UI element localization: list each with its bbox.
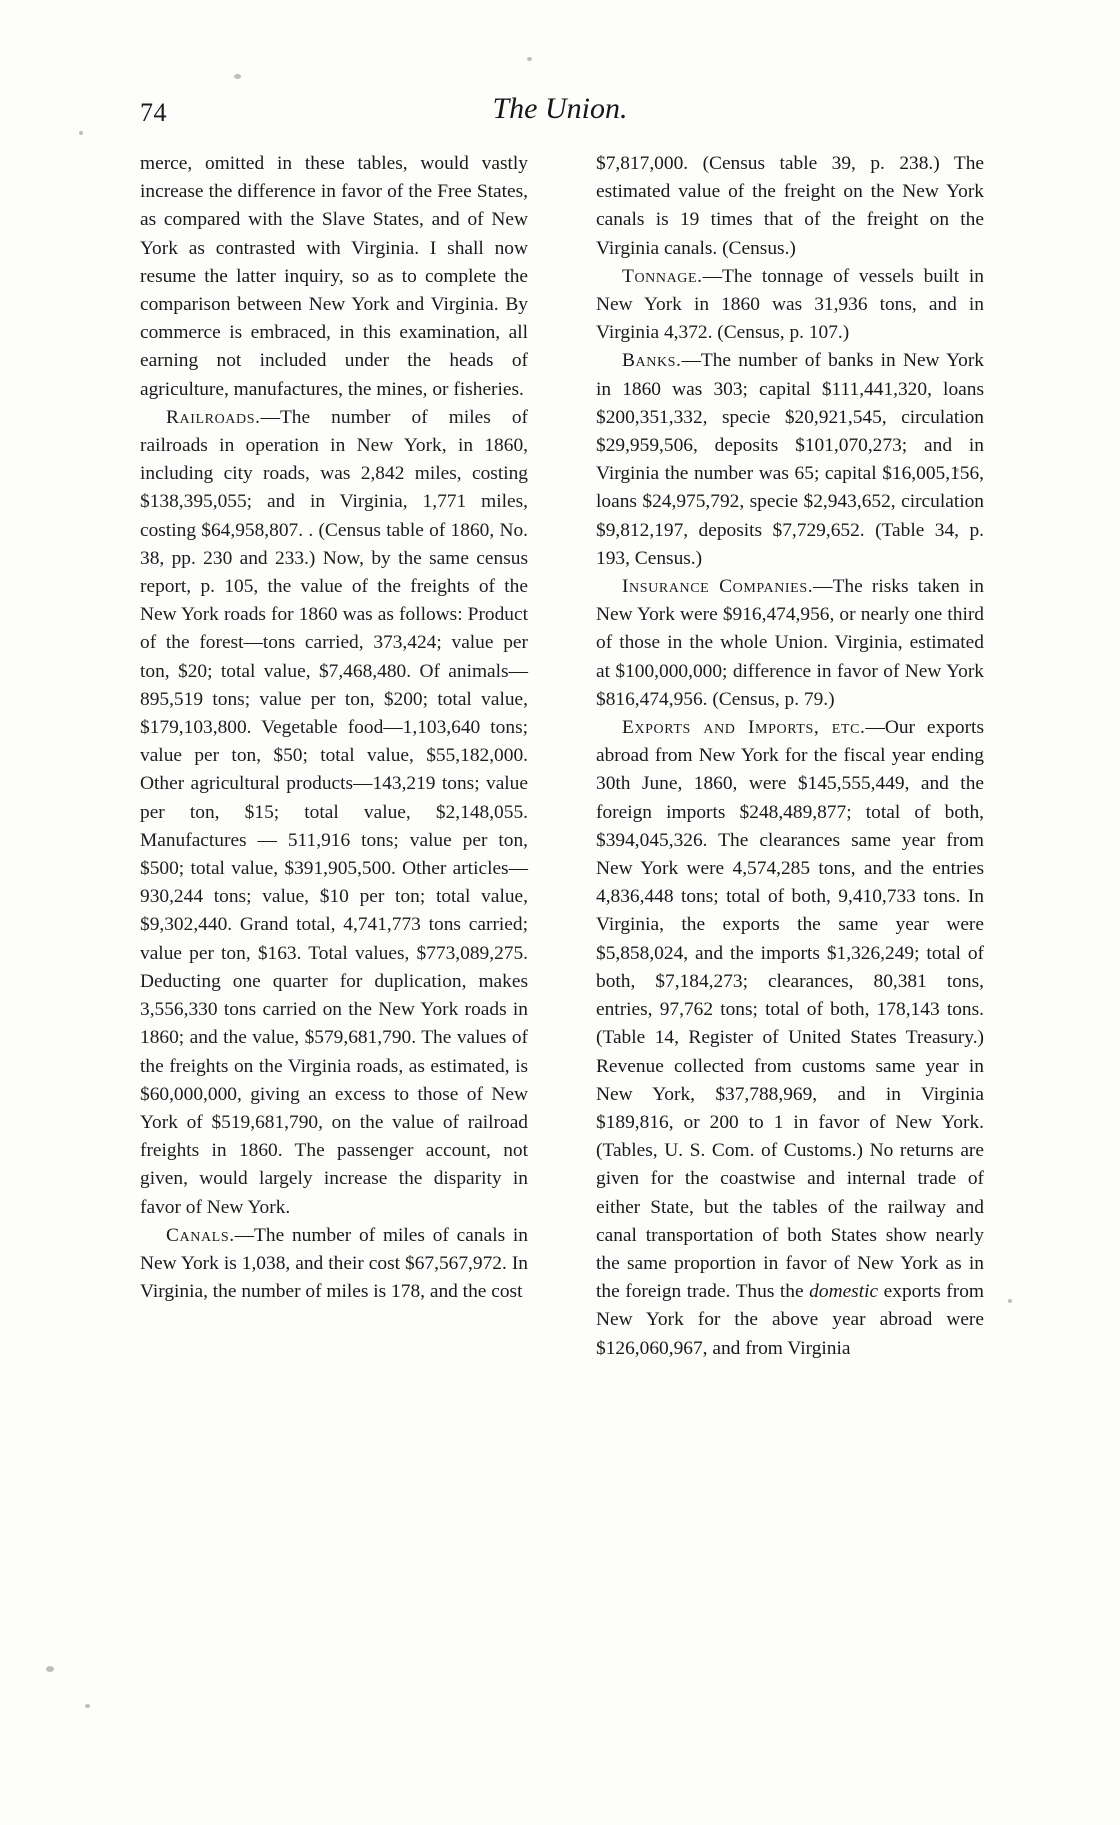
emphasis-domestic: domestic (809, 1281, 879, 1303)
paragraph-text: —The number of banks in New York in 1860 was 303; capital $111,441,320, loans $200,351,332, specie $20,921,545, circulation $29,959,506, deposits $101,070,273; and in Virginia the number was 65; capital $16,005,156, loans $24,975,792, specie $2,943,652, circulation $9,812,197, deposits $7,729,652. (Table 34, p. 193, Census.) (596, 350, 984, 569)
paragraph-railroads (140, 404, 528, 1222)
section-heading-canals: Canals. (166, 1224, 235, 1246)
section-heading-railroads: Railroads. (166, 406, 261, 428)
paragraph-text-tail: exports from New York for the above year abroad were $126,060,967, and from Virginia (596, 1281, 984, 1359)
paragraph-text: —The risks taken in New York were $916,474,956, or nearly one third of those in the whole Union. Virginia, estimated at $100,000,000; difference in favor of New York $816,474,956. (Census, p. 79.) (596, 576, 984, 710)
scan-speck (1008, 1299, 1012, 1303)
body-columns (140, 150, 985, 1363)
paragraph-banks (596, 347, 984, 573)
paragraph-commerce-intro (140, 150, 528, 404)
paragraph-text: —Our exports abroad from New York for the fiscal year ending 30th June, 1860, were $145,555,449, and the foreign imports $248,489,877; total of both, $394,045,326. The clearances same year from New York were 4,574,285 tons, and the entries 4,836,448 tons; total of both, 9,410,733 tons. In Virginia, the exports the same year were $5,858,024, and the imports $1,326,249; total of both, $7,184,273; clearances, 80,381 tons, entries, 97,762 tons; total of both, 178,143 tons. (Table 14, Register of United States Treasury.) Revenue collected from customs same year in New York, $37,788,969, and in Virginia $189,816, or 200 to 1 in favor of New York. (Tables, U. S. Com. of Customs.) No returns are given for the coastwise and internal trade of either State, but the tables of the railway and canal transportation of both States show nearly the same proportion in favor of New York as in the foreign trade. Thus the (596, 717, 984, 1303)
paragraph-text: —The tonnage of vessels built in New York in 1860 was 31,936 tons, and in Virginia 4,372. (Census, p. 107.) (596, 265, 984, 344)
column-right (596, 150, 984, 1363)
page-number: 74 (140, 98, 167, 127)
paragraph-tonnage (596, 263, 984, 348)
scan-speck (79, 131, 83, 135)
paragraph-insurance-companies (596, 573, 984, 714)
running-title: The Union. (492, 92, 628, 125)
section-heading-tonnage: Tonnage. (622, 265, 703, 287)
column-left (140, 150, 528, 1363)
paragraph-canals-continued (596, 150, 984, 263)
scan-speck (46, 1666, 54, 1672)
section-heading-insurance-companies: Insurance Companies. (622, 576, 814, 598)
paragraph-exports-imports (596, 714, 984, 1363)
scan-speck (85, 1704, 90, 1708)
paragraph-text: —The number of miles of canals in New York is 1,038, and their cost $67,567,972. In Virginia, the number of miles is 178, and the cost (140, 1224, 528, 1303)
paragraph-text: merce, omitted in these tables, would vastly increase the difference in favor of the Free States, as compared with the Slave States, and of New York as contrasted with Virginia. I shall now resume the latter inquiry, so as to complete the comparison between New York and Virginia. By commerce is embraced, in this examination, all earning not included under the heads of agriculture, manufactures, the mines, or fisheries. (140, 153, 528, 400)
paragraph-text: —The number of miles of railroads in operation in New York, in 1860, including city roads, was 2,842 miles, costing $138,395,055; and in Virginia, 1,771 miles, costing $64,958,807. . (Census table of 1860, No. 38, pp. 230 and 233.) Now, by the same census report, p. 105, the value of the freights of the New York roads for 1860 was as follows: Product of the forest—tons carried, 373,424; value per ton, $20; total value, $7,468,480. Of animals—895,519 tons; value per ton, $200; total value, $179,103,800. Vegetable food—1,103,640 tons; value per ton, $50; total value, $55,182,000. Other agricultural products—143,219 tons; value per ton, $15; total value, $2,148,055. Manufactures — 511,916 tons; value per ton, $500; total value, $391,905,500. Other articles—930,244 tons; value, $10 per ton; total value, $9,302,440. Grand total, 4,741,773 tons carried; value per ton, $163. Total values, $773,089,275. Deducting one quarter for duplication, makes 3,556,330 tons carried on the New York roads in 1860; and the value, $579,681,790. The values of the freights on the Virginia roads, as estimated, is $60,000,000, giving an excess to those of New York of $519,681,790, on the value of railroad freights in 1860. The passenger account, not given, would largely increase the disparity in favor of New York. (140, 406, 528, 1218)
section-heading-exports-imports: Exports and Imports, etc. (622, 717, 866, 739)
section-heading-banks: Banks. (622, 350, 682, 372)
page-header (140, 92, 980, 132)
paragraph-canals (140, 1222, 528, 1307)
scan-speck (527, 57, 532, 61)
paragraph-text: $7,817,000. (Census table 39, p. 238.) The estimated value of the freight on the New York canals is 19 times that of the freight on the Virginia canals. (Census.) (596, 153, 984, 259)
scan-speck (234, 74, 241, 79)
